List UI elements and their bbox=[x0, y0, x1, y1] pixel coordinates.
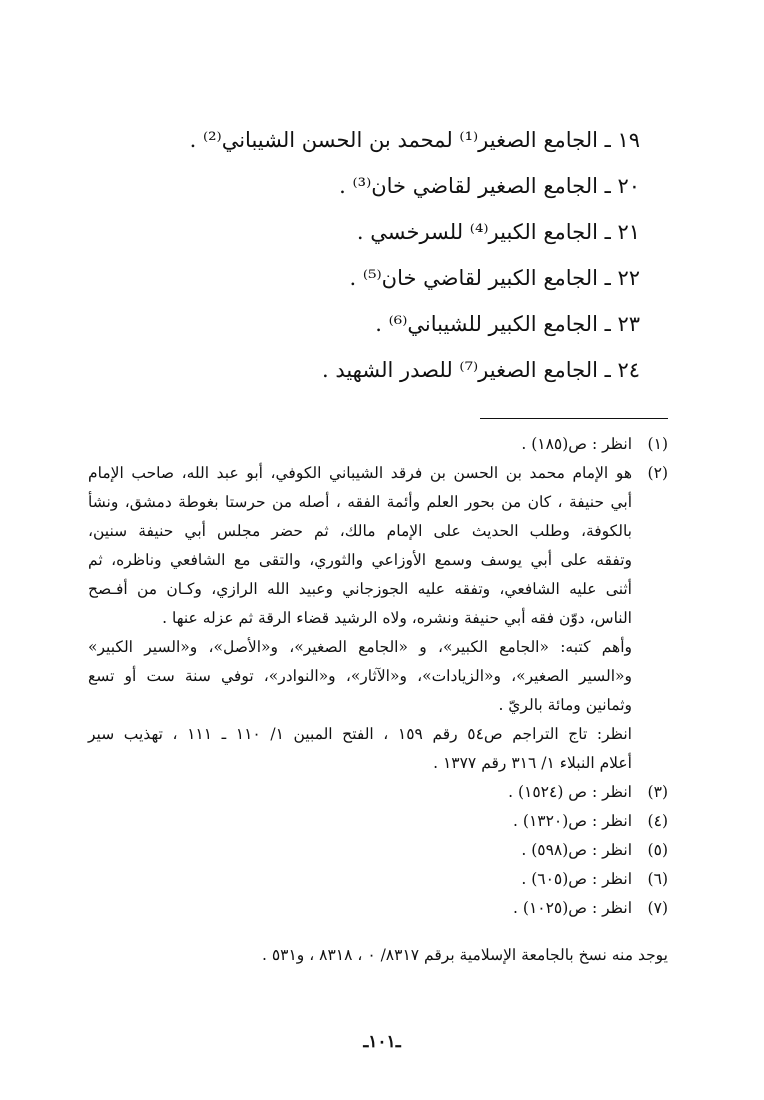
footnote-text: انظر : ص(٥٩٨) . bbox=[521, 841, 632, 859]
footnote-number: (١) bbox=[647, 435, 668, 453]
footnote-3 bbox=[88, 778, 668, 807]
footnotes bbox=[88, 430, 668, 923]
footnote-line: الناس، دوّن فقه أبي حنيفة ونشره، ولاه الرشيد قضاء الرقة ثم عزله عنها . bbox=[162, 609, 632, 627]
footnote-line: أبي حنيفة ، كان من بحور العلم وأئمة الفقه ، أصله من حرستا بغوطة دمشق، ونشأ bbox=[88, 493, 632, 511]
footnote-text: انظر : ص(١٣٢٠) . bbox=[513, 812, 632, 830]
manuscript-note: يوجد منه نسخ بالجامعة الإسلامية برقم ٨٣١٧/ ٠ ، ٨٣١٨ ، و٥٣١ . bbox=[261, 946, 668, 964]
list-item: ٢٠ ـ الجامع الصغير لقاضي خان⁽³⁾ . bbox=[339, 174, 640, 198]
footnote-separator bbox=[480, 418, 668, 419]
list-item: ١٩ ـ الجامع الصغير⁽¹⁾ لمحمد بن الحسن الشيباني⁽²⁾ . bbox=[189, 128, 640, 152]
footnote-line: هو الإمام محمد بن الحسن بن فرقد الشيباني الكوفي، أبو عبد الله، صاحب الإمام bbox=[88, 464, 632, 482]
list-item: ٢٤ ـ الجامع الصغير⁽⁷⁾ للصدر الشهيد . bbox=[321, 358, 640, 382]
footnote-1 bbox=[88, 430, 668, 459]
footnote-text: انظر : ص(١٠٢٥) . bbox=[513, 899, 632, 917]
footnote-5 bbox=[88, 836, 668, 865]
footnote-number: (٢) bbox=[647, 464, 668, 482]
footnote-2 bbox=[88, 459, 668, 778]
book-list bbox=[120, 117, 640, 393]
footnote-line: وتفقه على أبي يوسف وسمع الأوزاعي والثوري، والتقى مع الشافعي وناظره، ثم bbox=[88, 551, 632, 569]
footnote-line: وأهم كتبه: «الجامع الكبير»، و «الجامع الصغير»، و«الأصل»، و«السير الكبير» bbox=[88, 638, 632, 656]
footnote-line: انظر: تاج التراجم ص٥٤ رقم ١٥٩ ، الفتح المبين ١/ ١١٠ ـ ١١١ ، تهذيب سير bbox=[88, 725, 632, 743]
footnote-line: وثمانين ومائة بالريّ . bbox=[498, 696, 632, 714]
footnote-text: انظر : ص(١٨٥) . bbox=[521, 435, 632, 453]
footnote-number: (٣) bbox=[647, 783, 668, 801]
footnote-text: انظر : ص(٦٠٥) . bbox=[521, 870, 632, 888]
footnote-line: و«السير الصغير»، و«الزيادات»، و«الآثار»، و«النوادر»، توفي سنة ست أو تسع bbox=[88, 667, 632, 685]
page-number: ـ١٠١ـ bbox=[363, 1032, 401, 1052]
footnote-number: (٧) bbox=[647, 899, 668, 917]
list-item: ٢٣ ـ الجامع الكبير للشيباني⁽⁶⁾ . bbox=[375, 312, 640, 336]
footnote-4 bbox=[88, 807, 668, 836]
footnote-line: أعلام النبلاء ١/ ٣١٦ رقم ١٣٧٧ . bbox=[433, 754, 632, 772]
footnote-number: (٥) bbox=[647, 841, 668, 859]
footnote-line: أثنى عليه الشافعي، وتفقه عليه الجوزجاني وعبيد الله الرازي، وكـان من أفـصح bbox=[88, 580, 632, 598]
footnote-text: انظر : ص (١٥٢٤) . bbox=[508, 783, 632, 801]
footnote-number: (٤) bbox=[647, 812, 668, 830]
list-item: ٢١ ـ الجامع الكبير⁽⁴⁾ للسرخسي . bbox=[356, 220, 640, 244]
footnote-number: (٦) bbox=[647, 870, 668, 888]
list-item: ٢٢ ـ الجامع الكبير لقاضي خان⁽⁵⁾ . bbox=[349, 266, 640, 290]
footnote-6 bbox=[88, 865, 668, 894]
footnote-line: بالكوفة، وطلب الحديث على الإمام مالك، ثم حضر مجلس أبي حنيفة سنين، bbox=[88, 522, 632, 540]
footnote-7 bbox=[88, 894, 668, 923]
